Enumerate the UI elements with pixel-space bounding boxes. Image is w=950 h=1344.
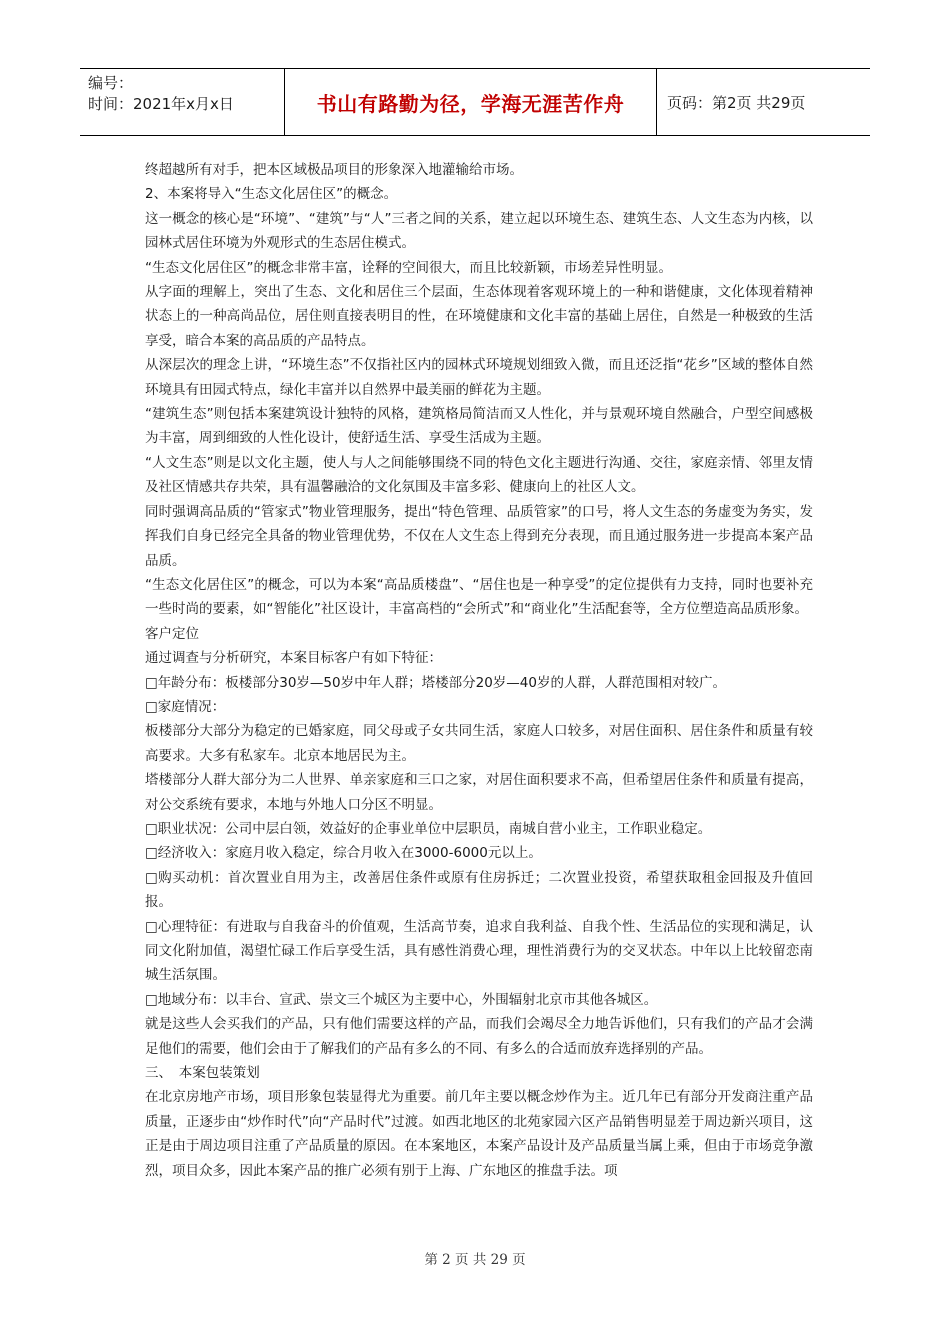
list-item: □年龄分布：板楼部分30岁—50岁中年人群；塔楼部分20岁—40岁的人群，人群范围相对较广。 <box>145 674 726 691</box>
document-body <box>145 158 813 1183</box>
paragraph: 就是这些人会买我们的产品，只有他们需要这样的产品，而我们会竭尽全力地告诉他们，只有我们的产品才会满足他们的需要，他们会由于了解我们的产品有多么的不同、有多么的合适而放弃选择别的产品。 <box>145 1016 813 1057</box>
date-label: 时间：2021年x月x日 <box>88 95 234 113</box>
section-heading: 客户定位 <box>145 625 199 642</box>
header-page-info: 页码：第2页 共29页 <box>667 93 806 112</box>
list-item: □心理特征：有进取与自我奋斗的价值观，生活高节奏，追求自我利益、自我个性、生活品位的实现和满足，认同文化附加值，渴望忙碌工作后享受生活，具有感性消费心理，理性消费行为的交叉状态。中年以上比较留恋南城生活氛围。 <box>145 918 813 984</box>
paragraph: 同时强调高品质的“管家式”物业管理服务，提出“特色管理、品质管家”的口号，将人文生态的务虚变为务实，发挥我们自身已经完全具备的物业管理优势，不仅在人文生态上得到充分表现，而且通过服务进一步提高本案产品品质。 <box>145 503 813 569</box>
serial-number-label: 编号： <box>88 74 134 92</box>
paragraph: 这一概念的核心是“环境”、“建筑”与“人”三者之间的关系，建立起以环境生态、建筑生态、人文生态为内核，以园林式居住环境为外观形式的生态居住模式。 <box>145 210 813 252</box>
list-item: □家庭情况： <box>145 698 226 715</box>
header-motto: 书山有路勤为径，学海无涯苦作舟 <box>285 69 657 135</box>
page-header <box>80 68 870 136</box>
paragraph: 从字面的理解上，突出了生态、文化和居住三个层面，生态体现着客观环境上的一种和谐健康，文化体现着精神状态上的一种高尚品位，居住则直接表明目的性，在环境健康和文化丰富的基础上居住，自然是一种极致的生活享受，暗合本案的高品质的产品特点。 <box>145 284 813 349</box>
paragraph: 从深层次的理念上讲，“环境生态”不仅指社区内的园林式环境规划细致入微，而且还泛指“花乡”区域的整体自然环境具有田园式特点，绿化丰富并以自然界中最美丽的鲜花为主题。 <box>145 357 813 398</box>
paragraph: “生态文化居住区”的概念非常丰富，诠释的空间很大，而且比较新颖，市场差异性明显。 <box>145 259 672 276</box>
paragraph: 通过调查与分析研究，本案目标客户有如下特征： <box>145 650 442 667</box>
section-heading: 三、 本案包装策划 <box>145 1065 260 1082</box>
list-item: □购买动机：首次置业自用为主，改善居住条件或原有住房拆迁；二次置业投资，希望获取租金回报及升值回报。 <box>145 869 813 911</box>
paragraph: “人文生态”则是以文化主题，使人与人之间能够围绕不同的特色文化主题进行沟通、交往，家庭亲情、邻里友情及社区情感共存共荣，具有温馨融洽的文化氛围及丰富多彩、健康向上的社区人文。 <box>145 454 813 496</box>
list-item: □地域分布：以丰台、宣武、崇文三个城区为主要中心，外围辐射北京市其他各城区。 <box>145 991 658 1008</box>
paragraph: 2、本案将导入“生态文化居住区”的概念。 <box>145 186 398 203</box>
page-footer: 第 2 页 共 29 页 <box>424 1252 526 1268</box>
paragraph: 在北京房地产市场，项目形象包装显得尤为重要。前几年主要以概念炒作为主。近几年已有部分开发商注重产品质量，正逐步由“炒作时代”向“产品时代”过渡。如西北地区的北苑家园六区产品销售明显差于周边新兴项目，这正是由于周边项目注重了产品质量的原因。在本案地区，本案产品设计及产品质量当属上乘，但由于市场竞争激烈，项目众多，因此本案产品的推广必须有别于上海、广东地区的推盘手法。项 <box>145 1089 813 1179</box>
list-item: □职业状况：公司中层白领，效益好的企事业单位中层职员，南城自营小业主，工作职业稳定。 <box>145 820 712 837</box>
paragraph: “生态文化居住区”的概念，可以为本案“高品质楼盘”、“居住也是一种享受”的定位提供有力支持，同时也要补充一些时尚的要素，如“智能化”社区设计，丰富高档的“会所式”和“商业化”生活配套等，全方位塑造高品质形象。 <box>145 576 813 618</box>
header-meta <box>80 69 285 135</box>
paragraph: “建筑生态”则包括本案建筑设计独特的风格，建筑格局简洁而又人性化，并与景观环境自然融合，户型空间感极为丰富，周到细致的人性化设计，使舒适生活、享受生活成为主题。 <box>145 406 813 447</box>
paragraph: 板楼部分大部分为稳定的已婚家庭，同父母或子女共同生活，家庭人口较多，对居住面积、居住条件和质量有较高要求。大多有私家车。北京本地居民为主。 <box>145 723 813 764</box>
paragraph: 塔楼部分人群大部分为二人世界、单亲家庭和三口之家，对居住面积要求不高，但希望居住条件和质量有提高，对公交系统有要求，本地与外地人口分区不明显。 <box>145 772 813 813</box>
list-item: □经济收入：家庭月收入稳定，综合月收入在3000-6000元以上。 <box>145 845 542 862</box>
paragraph: 终超越所有对手，把本区域极品项目的形象深入地灌输给市场。 <box>145 162 523 178</box>
